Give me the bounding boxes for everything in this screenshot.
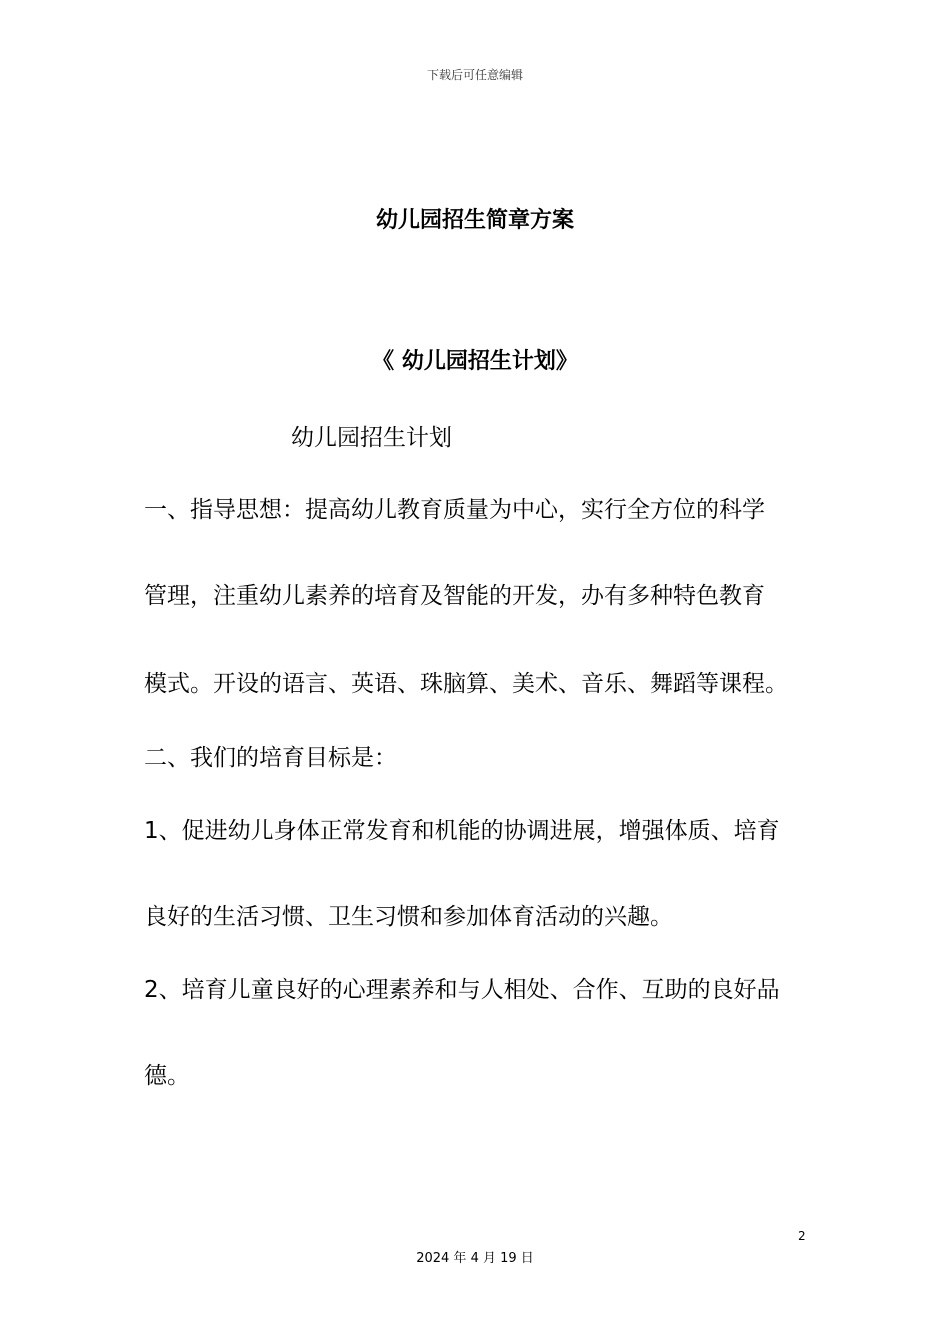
header-note: 下载后可任意编辑	[426, 68, 523, 82]
plan-title: 《 幼儿园招生计划》	[372, 349, 578, 374]
paragraph-line: 1、促进幼儿身体正常发育和机能的协调进展，增强体质、培育	[144, 818, 780, 844]
footer-date: 2024 年 4 月 19 日	[416, 1251, 534, 1266]
paragraph-line: 管理，注重幼儿素养的培育及智能的开发，办有多种特色教育	[144, 583, 765, 609]
document-title: 幼儿园招生简章方案	[375, 208, 574, 233]
plan-subtitle: 幼儿园招生计划	[291, 425, 452, 451]
page-number: 2	[798, 1229, 806, 1243]
paragraph-line: 良好的生活习惯、卫生习惯和参加体育活动的兴趣。	[144, 904, 673, 930]
paragraph-line: 德。	[144, 1063, 190, 1089]
paragraph-line: 一、指导思想：提高幼儿教育质量为中心，实行全方位的科学	[144, 497, 765, 523]
paragraph-line: 二、我们的培育目标是：	[144, 745, 397, 771]
paragraph-line: 模式。开设的语言、英语、珠脑算、美术、音乐、舞蹈等课程。	[144, 671, 788, 697]
paragraph-line: 2、培育儿童良好的心理素养和与人相处、合作、互助的良好品	[144, 977, 780, 1003]
